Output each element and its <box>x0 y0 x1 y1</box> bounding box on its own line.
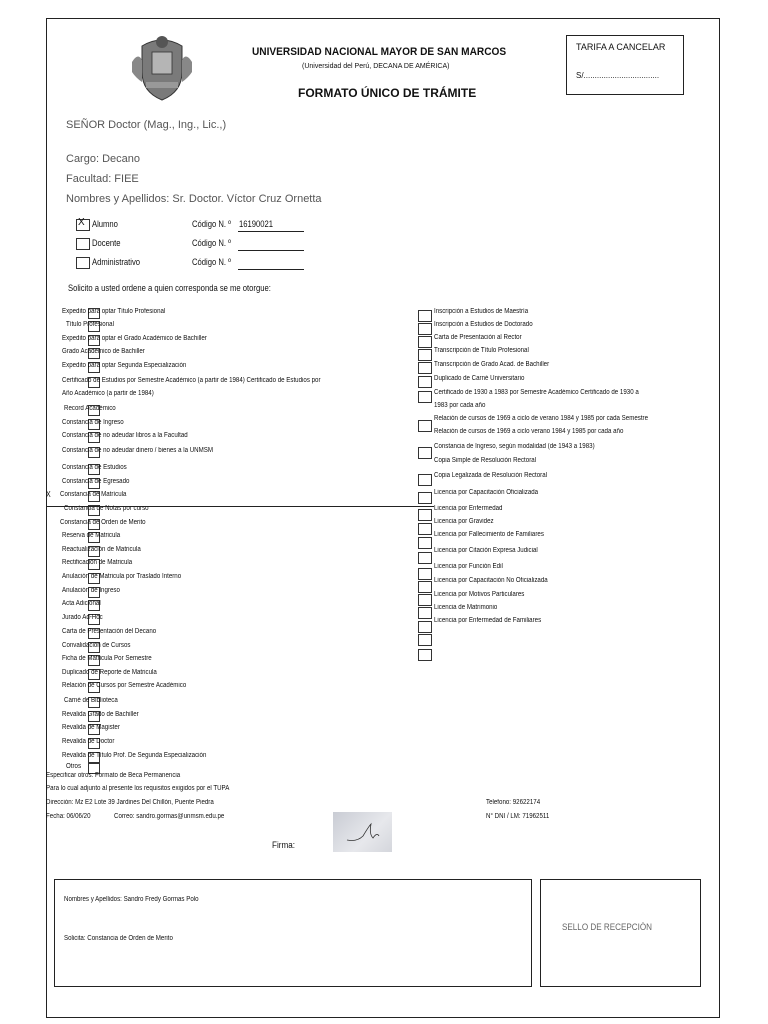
option-checkbox[interactable] <box>418 634 432 646</box>
option-label: Licencia por Citación Expresa Judicial <box>434 547 538 554</box>
strike-line <box>46 506 434 507</box>
code-line <box>238 231 304 232</box>
option-label: Reserva de Matricula <box>62 532 121 539</box>
signature-image <box>333 812 392 852</box>
role-checkbox[interactable] <box>76 238 90 250</box>
option-label: Copia Simple de Resolución Rectoral <box>434 457 537 464</box>
option-label: Relación de Cursos por Semestre Académico <box>62 682 187 689</box>
option-label: Jurado Ad-Hoc <box>62 614 103 621</box>
fecha: Fecha: 06/06/20 <box>46 813 91 820</box>
option-checkbox[interactable] <box>418 537 432 549</box>
option-checkbox[interactable] <box>418 474 432 486</box>
option-label: Carta de Presentación al Rector <box>434 334 522 341</box>
sello-label: SELLO DE RECEPCIÓN <box>562 922 653 932</box>
option-label: Reactualización de Matricula <box>62 546 141 553</box>
code-line <box>238 269 304 270</box>
option-label: Constancia de Ingreso, según modalidad (de 1943 a 1983) <box>434 443 595 450</box>
option-checkbox[interactable] <box>418 362 432 374</box>
option-label: Certificado de 1930 a 1983 por Semestre Académico Certificado de 1930 a <box>434 389 639 396</box>
option-label: Constancia de Egresado <box>62 478 130 485</box>
option-checkbox[interactable] <box>418 336 432 348</box>
option-checkbox[interactable] <box>418 621 432 633</box>
option-label: Relación de cursos de 1969 a ciclo de verano 1984 y 1985 por cada Semestre <box>434 415 649 422</box>
tarifa-amount-field[interactable]: S/.................................. <box>576 71 660 80</box>
form-border <box>46 18 720 1018</box>
option-label: Certificado de Estudios por Semestre Académico (a partir de 1984) Certificado de Estudios por <box>62 377 321 384</box>
option-label: Anulación de Ingreso <box>62 587 120 594</box>
addressee-name: Nombres y Apellidos: Sr. Doctor. Víctor Cruz Ornetta <box>66 193 322 205</box>
option-label: Revalida de Doctor <box>62 738 115 745</box>
option-label: Licencia por Función Edil <box>434 563 503 570</box>
option-label: Constancia de Notas por curso <box>64 505 149 512</box>
option-label: Licencia por Motivos Particulares <box>434 591 525 598</box>
option-label: Rectificación de Matricula <box>62 559 133 566</box>
matricula-x-mark: X <box>46 490 51 499</box>
option-label: Expedito para optar el Grado Académico de Bachiller <box>62 335 207 342</box>
option-checkbox[interactable] <box>418 349 432 361</box>
option-label: Transcripción de Título Profesional <box>434 347 529 354</box>
option-label: Año Académico (a partir de 1984) <box>62 390 154 397</box>
dni: N° DNI / LM: 71962511 <box>486 813 550 820</box>
role-checkbox[interactable] <box>76 257 90 269</box>
direccion: Dirección: Mz E2 Lote 39 Jardines Del Chillón, Puente Piedra <box>46 799 214 806</box>
role-check-mark: X <box>78 217 85 228</box>
option-checkbox[interactable] <box>418 581 432 593</box>
option-label: Expedito para optar Título Profesional <box>62 308 166 315</box>
option-label: Licencia de Matrimonio <box>434 604 498 611</box>
option-label: Transcripción de Grado Acad. de Bachiller <box>434 361 550 368</box>
option-label: Otros <box>66 763 82 770</box>
option-label: Revalida Grado de Bachiller <box>62 711 139 718</box>
option-checkbox[interactable] <box>418 607 432 619</box>
tupa-text: Para lo cual adjunto al presente los requisitos exigidos por el TUPA <box>46 785 230 792</box>
code-line <box>238 250 304 251</box>
option-label: Copia Legalizada de Resolución Rectoral <box>434 472 548 479</box>
option-checkbox[interactable] <box>418 492 432 504</box>
option-checkbox[interactable] <box>418 323 432 335</box>
firma-label: Firma: <box>272 840 295 850</box>
request-intro: Solicito a usted ordene a quien corresponda se me otorgue: <box>68 283 271 293</box>
code-label: Código N. º <box>192 257 231 267</box>
option-checkbox[interactable] <box>418 447 432 459</box>
option-label: Convalidación de Cursos <box>62 642 131 649</box>
option-label: Duplicado de Carné Universitario <box>434 375 525 382</box>
option-checkbox[interactable] <box>418 310 432 322</box>
salutation: SEÑOR Doctor (Mag., Ing., Lic.,) <box>66 119 227 131</box>
option-label: Revalida de Título Prof. De Segunda Especialización <box>62 752 207 759</box>
option-label: Licencia por Capacitación Oficializada <box>434 489 539 496</box>
telefono: Telefono: 92622174 <box>486 799 541 806</box>
option-label: Constancia de Estudios <box>62 464 127 471</box>
option-label: Constancia de Ingreso <box>62 419 124 426</box>
option-label: Revalida de Magister <box>62 724 120 731</box>
option-label: Relación de cursos de 1969 a ciclo verano 1984 y 1985 por cada año <box>434 428 624 435</box>
cargo: Cargo: Decano <box>66 153 140 165</box>
option-label: Inscripción a Estudios de Doctorado <box>434 321 533 328</box>
option-checkbox[interactable] <box>418 376 432 388</box>
option-checkbox[interactable] <box>418 649 432 661</box>
option-label: Título Profesional <box>66 321 114 328</box>
option-label: Licencia por Gravidez <box>434 518 494 525</box>
option-label: Ficha de Matricula Por Semestre <box>62 655 152 662</box>
option-label: 1983 por cada año <box>434 402 486 409</box>
role-label: Docente <box>92 238 121 248</box>
option-label: Licencia por Enfermedad <box>434 505 503 512</box>
option-checkbox[interactable] <box>418 568 432 580</box>
facultad: Facultad: FIEE <box>66 173 139 185</box>
university-crest-icon <box>132 32 192 102</box>
option-checkbox[interactable] <box>418 420 432 432</box>
option-label: Inscripción a Estudios de Maestría <box>434 308 529 315</box>
option-label: Grado Académico de Bachiller <box>62 348 145 355</box>
university-name: UNIVERSIDAD NACIONAL MAYOR DE SAN MARCOS <box>252 46 507 58</box>
option-label: Duplicado de Reporte de Matricula <box>62 669 157 676</box>
option-label: Acta Adicional <box>62 600 101 607</box>
code-label: Código N. º <box>192 219 231 229</box>
code-value[interactable]: 16190021 <box>239 219 274 229</box>
option-label: Licencia por Enfermedad de Familiares <box>434 617 542 624</box>
option-label: Constancia de Orden de Merito <box>60 519 146 526</box>
correo: Correo: sandro.gormas@unmsm.edu.pe <box>114 813 225 820</box>
option-label: Licencia por Fallecimiento de Familiares <box>434 531 544 538</box>
sello-box <box>540 879 701 987</box>
option-checkbox[interactable] <box>418 552 432 564</box>
applicant-name: Nombres y Apellidos: Sandro Fredy Gormas Polo <box>64 896 199 903</box>
option-label: Constancia de Matrícula <box>60 491 127 498</box>
option-checkbox[interactable] <box>418 523 432 535</box>
option-label: Carta de Presentación del Decano <box>62 628 157 635</box>
signature-stroke-icon <box>333 812 392 852</box>
form-title: FORMATO ÚNICO DE TRÁMITE <box>298 86 477 100</box>
university-subtitle: (Universidad del Perú, DECANA DE AMÉRICA) <box>302 63 450 70</box>
option-checkbox[interactable] <box>418 391 432 403</box>
code-label: Código N. º <box>192 238 231 248</box>
option-label: Expedito para optar Segunda Especialización <box>62 362 187 369</box>
option-label: Constancia de no adeudar libros a la Facultad <box>62 432 188 439</box>
role-label: Administrativo <box>92 257 141 267</box>
option-label: Licencia por Capacitación No Oficializada <box>434 577 548 584</box>
option-checkbox[interactable] <box>418 509 432 521</box>
tarifa-label: TARIFA A CANCELAR <box>576 42 666 52</box>
especificar-otros: Especificar otros: Formato de Beca Permanencia <box>46 772 181 779</box>
option-label: Constancia de no adeudar dinero / bienes a la UNMSM <box>62 447 214 454</box>
option-label: Anulación de Matricula por Traslado Interno <box>62 573 182 580</box>
option-label: Record Académico <box>64 405 116 412</box>
applicant-request: Solicita: Constancia de Orden de Merito <box>64 935 173 942</box>
option-checkbox[interactable] <box>418 594 432 606</box>
role-label: Alumno <box>92 219 118 229</box>
option-label: Carné de Biblioteca <box>64 697 118 704</box>
